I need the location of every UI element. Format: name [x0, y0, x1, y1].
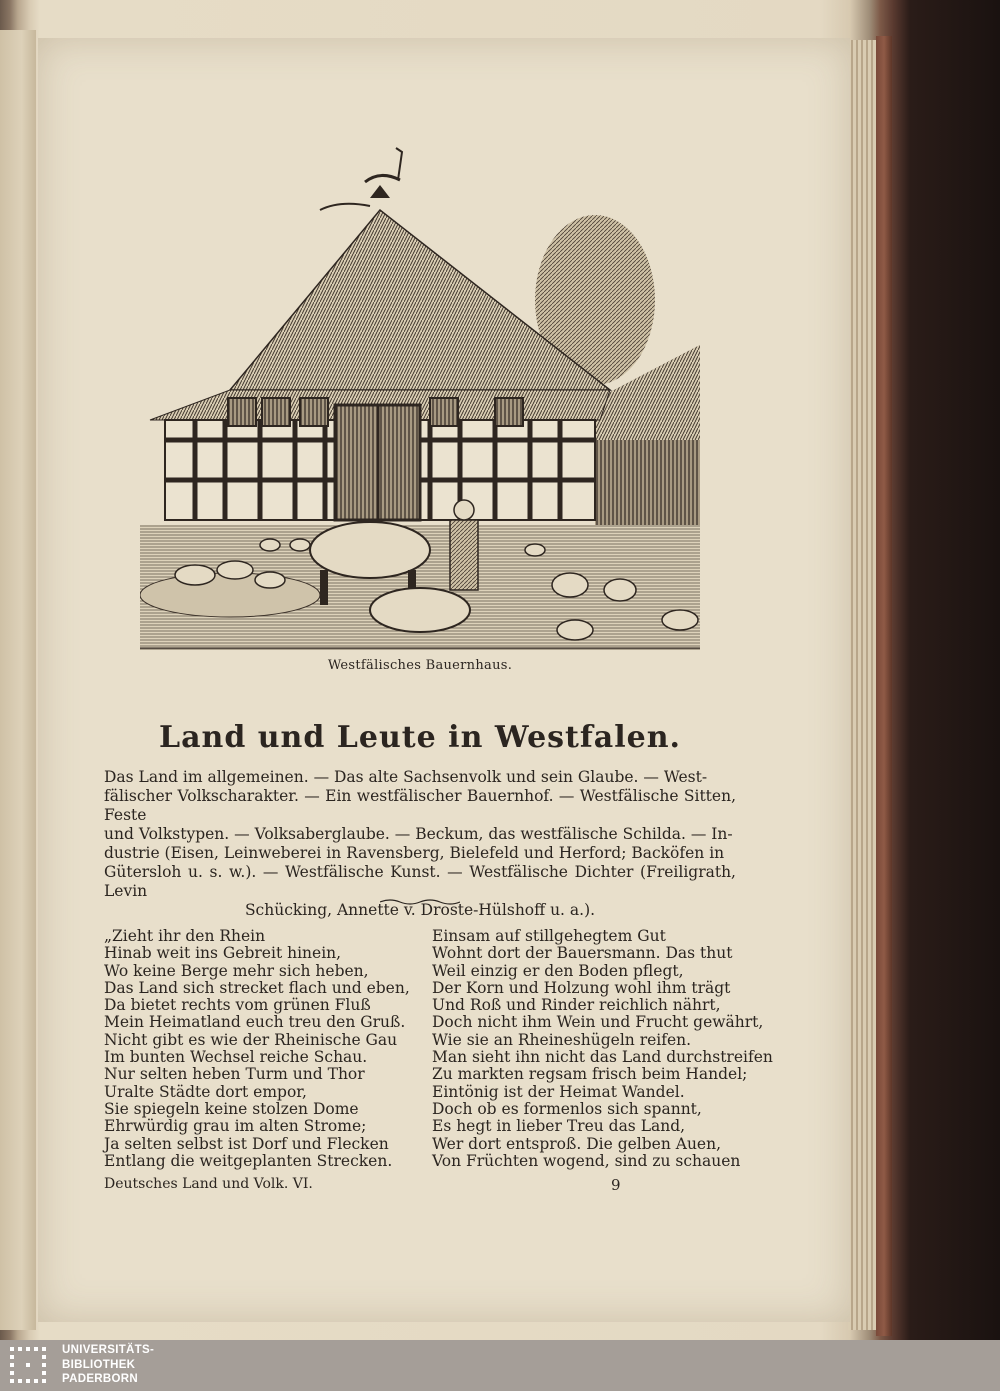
poem-line: Hinab weit ins Gebreit hinein,	[104, 944, 342, 963]
library-name-line: UNIVERSITÄTS-	[62, 1344, 155, 1356]
cow-lying	[370, 588, 470, 632]
poem-line: Es hegt in lieber Treu das Land,	[432, 1117, 686, 1136]
poem-line: Uralte Städte dort empor,	[104, 1082, 307, 1101]
library-name-line: PADERBORN	[62, 1373, 138, 1385]
poem-line: Einsam auf stillgehegtem Gut	[432, 927, 666, 945]
summary-line: Gütersloh u. s. w.). — Westfälische Kunst. — Westfälische Dichter (Freiligrath, Levin	[104, 863, 736, 900]
library-name-line: BIBLIOTHEK	[62, 1358, 136, 1371]
summary-line: dustrie (Eisen, Leinweberei in Ravensberg, Bielefeld und Herford; Backöfen in	[104, 844, 725, 862]
page-number: 9	[611, 1176, 621, 1194]
farmhouse-illustration	[140, 140, 700, 650]
summary-line: Schücking, Annette v. Droste-Hülshoff u. a.).	[244, 901, 596, 919]
summary-line: fälischer Volkscharakter. — Ein westfälischer Bauernhof. — Westfälische Sitten, Feste	[104, 787, 736, 824]
book-cover-edge	[876, 36, 892, 1336]
poem-line: Zu markten regsam frisch beim Handel;	[432, 1065, 748, 1084]
poem-line: Sie spiegeln keine stolzen Dome	[104, 1099, 359, 1118]
farm-woman	[450, 520, 478, 590]
illustration-caption: Westfälisches Bauernhaus.	[327, 658, 513, 673]
cow	[310, 522, 430, 578]
poem-line: Wie sie an Rheineshügeln reifen.	[432, 1030, 692, 1049]
poem-line: Von Früchten wogend, sind zu schauen	[432, 1151, 741, 1170]
chapter-title: Land und Leute in Westfalen.	[158, 720, 681, 755]
poem-line: Ja selten selbst ist Dorf und Flecken	[104, 1134, 389, 1153]
poem-line: Nur selten heben Turm und Thor	[104, 1065, 365, 1084]
poem-line: Entlang die weitgeplanten Strecken.	[104, 1151, 393, 1170]
poem-line: Und Roß und Rinder reichlich nährt,	[432, 996, 721, 1015]
library-logo-icon[interactable]	[8, 1343, 54, 1389]
poem-line: Wohnt dort der Bauersmann. Das thut	[432, 944, 733, 963]
poem-line: Im bunten Wechsel reiche Schau.	[104, 1048, 368, 1067]
summary-line: Das Land im allgemeinen. — Das alte Sachsenvolk und sein Glaube. — West-	[104, 768, 708, 786]
poem-column-right	[432, 927, 773, 1170]
poem-line: Weil einzig er den Boden pflegt,	[432, 961, 684, 980]
footer-signature: Deutsches Land und Volk. VI.	[104, 1176, 313, 1192]
poem-line: Mein Heimatland euch treu den Gruß.	[104, 1013, 406, 1032]
poem-line: Wer dort entsproß. Die gelben Auen,	[432, 1134, 722, 1153]
left-page-edge	[0, 30, 36, 1330]
library-name[interactable]	[62, 1343, 154, 1387]
summary-line: und Volkstypen. — Volksaberglaube. — Beckum, das westfälische Schilda. — In-	[104, 825, 733, 843]
poem-line: Doch ob es formenlos sich spannt,	[432, 1099, 702, 1118]
poem-line: Nicht gibt es wie der Rheinische Gau	[104, 1030, 398, 1049]
poem-line: Der Korn und Holzung wohl ihm trägt	[432, 978, 731, 997]
poem-line: Wo keine Berge mehr sich heben,	[104, 961, 369, 980]
poem-line: Eintönig ist der Heimat Wandel.	[432, 1082, 685, 1101]
poem-line: Das Land sich strecket flach und eben,	[104, 978, 410, 997]
poem-line: Man sieht ihn nicht das Land durchstreifen	[432, 1048, 773, 1067]
ornamental-rule	[380, 898, 460, 906]
poem-line: Doch nicht ihm Wein und Frucht gewährt,	[432, 1013, 764, 1032]
poem-line: Ehrwürdig grau im alten Strome;	[104, 1117, 367, 1136]
poem-line: Da bietet rechts vom grünen Fluß	[104, 996, 371, 1015]
poem-column-left	[104, 927, 410, 1170]
poem-line: „Zieht ihr den Rhein	[104, 927, 266, 945]
